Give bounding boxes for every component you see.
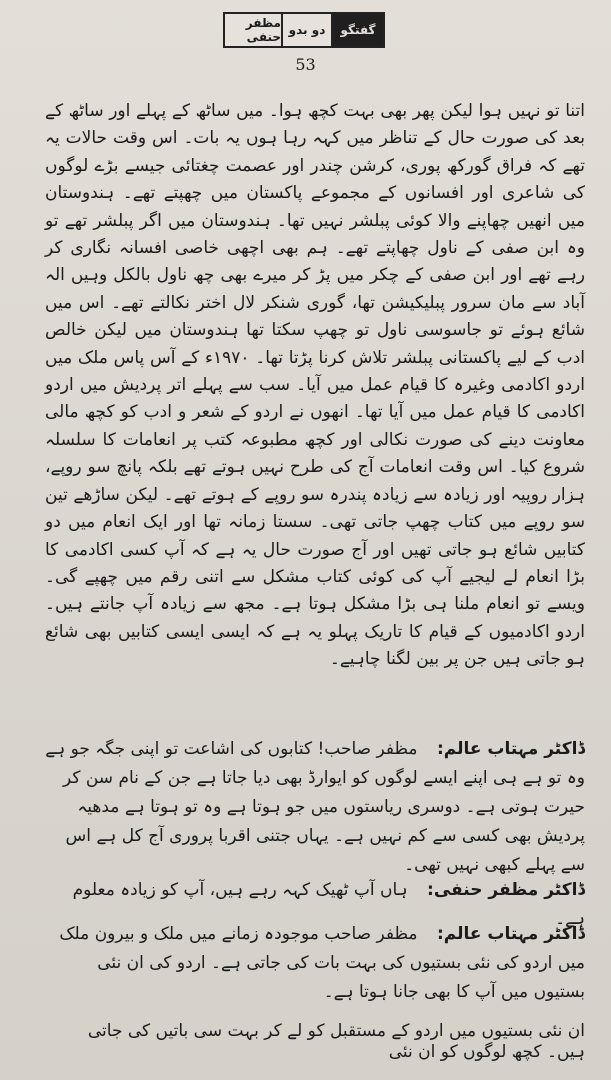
- speaker-name: ڈاکٹر مہتاب عالم:: [436, 739, 585, 759]
- speaker-name: ڈاکٹر مظفر حنفی:: [427, 880, 585, 900]
- speech-text: مظفر صاحب موجودہ زمانے میں ملک و بیرون ملک میں اردو کی نئی بستیوں کی بہت بات کی جاتی ہے۔ اردو کی ان نئی بستیوں میں آپ کا بھی جانا ہوتا ہے۔: [59, 924, 585, 1002]
- page-number: 53: [295, 55, 316, 74]
- speech-text: ہاں آپ ٹھیک کہہ رہے ہیں، آپ کو زیادہ معلوم ہے۔: [72, 880, 585, 929]
- body-paragraph: اتنا تو نہیں ہوا لیکن پھر بھی بہت کچھ ہوا۔ میں ساٹھ کے پہلے اور ساٹھ کے بعد کی صورت حال کے تناظر میں کہہ رہا ہوں یہ بات۔ اس وقت حالات یہ تھے کہ فراق گورکھ پوری، کرشن چندر اور عصمت چغتائی جیسے بڑے لوگوں کی شاعری اور افسانوں کے مجموعے پاکستان میں چھپتے تھے۔ ہندوستان میں انھیں چھاپنے والا کوئی پبلشر نہیں تھا۔ ہندوستان میں اگر پبلشر تھے تو وہ ابن صفی کے ناول چھاپتے تھے۔ ہم بھی اچھی خاصی افسانہ نگاری کر رہے تھے اور ابن صفی کے چکر میں پڑ کر میرے بھی چھ ناول بالکل وہیں الہ آباد سے مان سرور پبلیکیشن تھا، گوری شنکر لال اختر نکالتے تھے۔ اس میں شائع ہوئے تو جاسوسی ناول تو چھپ سکتا تھا ہندوستان میں لیکن خالص ادب کے لیے پاکستانی پبلشر تلاش کرنا پڑتا تھا۔ ۱۹۷۰ء کے آس پاس ملک میں اردو اکادمی وغیرہ کا قیام عمل میں آیا۔ سب سے پہلے اتر پردیش میں اردو اکادمی کا قیام عمل میں آیا تھا۔ انھوں نے اردو کے شعر و ادب کو کچھ مالی معاونت دینے کی صورت نکالی اور کچھ مطبوعہ کتب پر انعامات کا سلسلہ شروع کیا۔ اس وقت انعامات آج کی طرح نہیں ہوتے تھے بلکہ پانچ سو روپے، ہزار روپیہ اور زیادہ سے زیادہ پندرہ سو روپے کے ہوتے تھے۔ لیکن ساڑھے تین سو روپے میں کتاب چھپ جاتی تھی۔ سستا زمانہ تھا اور ایک انعام میں دو کتابیں شائع ہو جاتی تھیں اور آج صورت حال یہ ہے کہ آپ کسی اکادمی کا بڑا انعام لے لیجیے آپ کی کوئی کتاب مشکل سے اتنی رقم میں چھپے گی۔ ویسے تو انعام ملنا ہی بڑا مشکل ہوتا ہے۔ مجھ سے زیادہ آپ جانتے ہیں۔ اردو اکادمیوں کے قیام کا تاریک پہلو یہ ہے کہ ایسی ایسی کتابیں بھی شائع ہو جاتی ہیں جن پر بین لگنا چاہیے۔: [45, 101, 585, 670]
- running-header: [223, 12, 385, 48]
- speaker-name: ڈاکٹر مہتاب عالم:: [436, 924, 585, 944]
- header-author: مظفر حنفی: [245, 16, 281, 44]
- speech-text: مظفر صاحب! کتابوں کی اشاعت تو اپنی جگہ جو ہے وہ تو ہے ہی اپنے ایسے لوگوں کو ایوارڈ بھی دیا جاتا ہے جن کے نام سن کر حیرت ہوتی ہے۔ دوسری ریاستوں میں جو ہوتا ہے وہ تو ہوتا ہے مدھیہ پردیش بھی کسی سے کم نہیں ہے۔ یہاں جتنی اقربا پروری آج کل ہے اس سے پہلے کبھی نہیں تھی۔: [45, 739, 585, 875]
- header-title: گفتگو: [333, 14, 383, 46]
- exchange-1: [45, 735, 585, 880]
- continuation-line: ان نئی بستیوں میں اردو کے مستقبل کو لے کر بہت سی باتیں کی جاتی ہیں۔ کچھ لوگوں کو ان نئی: [87, 1021, 585, 1062]
- exchange-3: [45, 920, 585, 1007]
- header-middle: دو بدو: [281, 14, 333, 46]
- body-text: [45, 98, 585, 674]
